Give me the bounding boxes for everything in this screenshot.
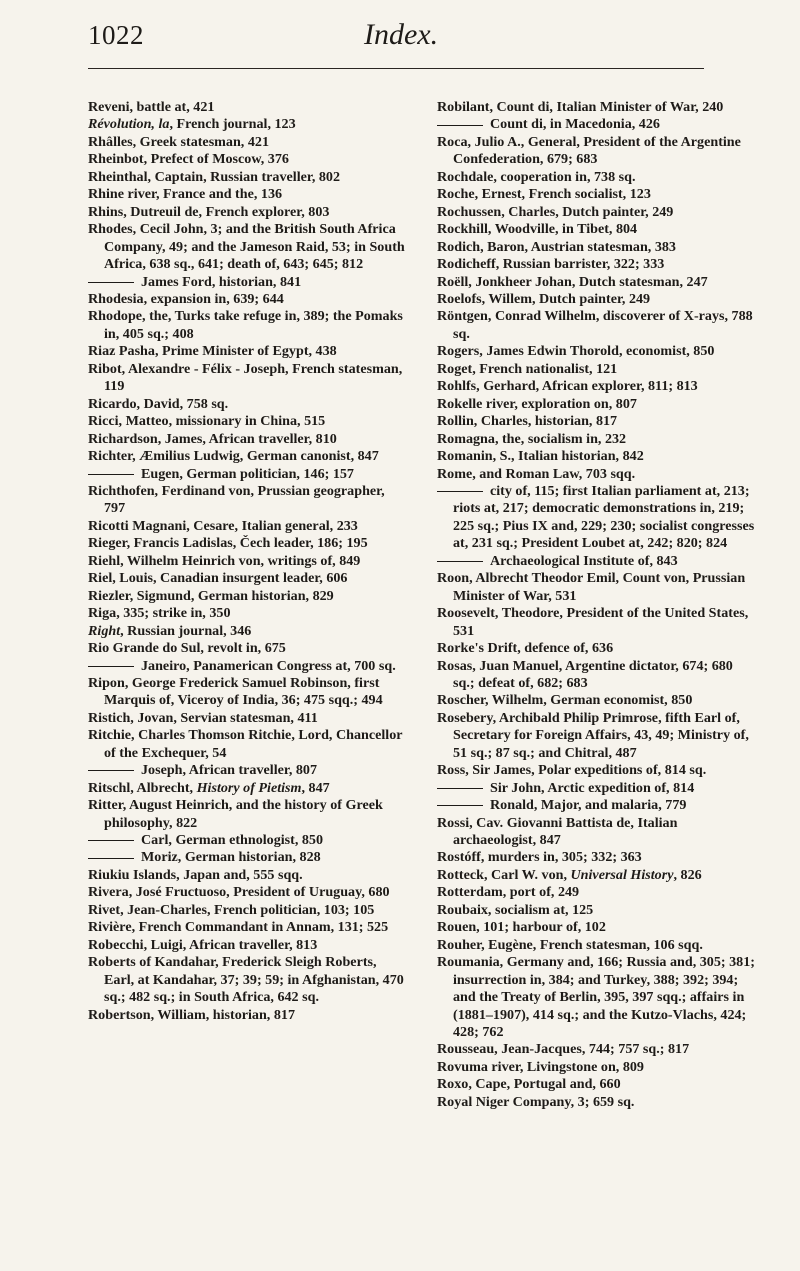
index-entry [437,396,755,413]
entry-text: Joseph, African traveller, 807 [141,762,318,779]
entry-text: Royal Niger Company, 3; 659 sq. [437,1093,635,1110]
index-entry [437,256,755,273]
index-entry [88,361,406,396]
entry-text: Roelofs, Willem, Dutch painter, 249 [437,290,651,307]
ditto-dash [88,666,134,667]
entry-text: Rhine river, France and the, 136 [88,186,283,203]
index-entry [88,535,406,552]
index-entry [88,186,406,203]
ditto-dash [437,805,483,806]
entry-text: Robilant, Count di, Italian Minister of War, 240 [437,99,724,115]
index-entry [88,518,406,535]
index-entry [88,937,406,954]
entry-text: Rockhill, Woodville, in Tibet, 804 [437,221,638,238]
index-entry [88,902,406,919]
index-entry [437,466,755,483]
index-entry [88,413,406,430]
index-entry [88,221,406,273]
entry-text: Robecchi, Luigi, African traveller, 813 [88,936,318,953]
entry-text: Ricotti Magnani, Cesare, Italian general, 233 [88,517,358,534]
entry-text: Ricci, Matteo, missionary in China, 515 [88,413,326,430]
entry-text: Rouher, Eugène, French statesman, 106 sqq. [437,936,703,953]
index-entry [88,1007,406,1024]
entry-text: Rohlfs, Gerhard, African explorer, 811; 813 [437,378,698,395]
index-subentry [88,466,406,483]
entry-text: , French journal, 123 [169,116,296,133]
index-entry [437,169,755,186]
index-entry [437,692,755,709]
index-column-left [88,99,406,1024]
entry-text: Ross, Sir James, Polar expeditions of, 814 sq. [437,762,707,779]
index-entry [437,1059,755,1076]
index-entry [88,308,406,343]
entry-text: Ripon, George Frederick Samuel Robinson, first Marquis of, Viceroy of India, 36; 475 sqq.; 494 [88,674,383,709]
index-entry [88,605,406,622]
entry-text: Rokelle river, exploration on, 807 [437,395,637,412]
index-entry [437,954,755,1041]
header-rule [88,68,704,69]
index-entry [88,780,406,797]
entry-text: Rodicheff, Russian barrister, 322; 333 [437,256,665,273]
index-entry [437,605,755,640]
entry-text: Moriz, German historian, 828 [141,849,321,866]
ditto-dash [437,788,483,789]
entry-text: Rochdale, cooperation in, 738 sq. [437,168,636,185]
index-entry [88,151,406,168]
index-entry [437,291,755,308]
entry-text: Roubaix, socialism at, 125 [437,901,594,918]
index-subentry [437,553,755,570]
index-entry [88,867,406,884]
index-entry [88,570,406,587]
page-header [0,0,800,78]
entry-text: Sir John, Arctic expedition of, 814 [490,779,695,796]
entry-text: Ricardo, David, 758 sq. [88,395,229,412]
index-entry [437,274,755,291]
index-entry [88,884,406,901]
entry-text: Rhins, Dutreuil de, French explorer, 803 [88,203,330,220]
index-column-right [437,99,755,1111]
entry-text: Rhodope, the, Turks take refuge in, 389; the Pomaks in, 405 sq.; 408 [88,308,403,342]
entry-text: Robertson, William, historian, 817 [88,1006,295,1023]
index-entry [88,553,406,570]
entry-text: Rheinthal, Captain, Russian traveller, 802 [88,168,341,185]
ditto-dash [437,561,483,562]
entry-text: Riukiu Islands, Japan and, 555 sqq. [88,866,303,883]
entry-text: Rome, and Roman Law, 703 sqq. [437,465,636,482]
running-title: Index. [364,18,439,51]
entry-text: , Russian journal, 346 [120,622,252,639]
entry-text: Rhodesia, expansion in, 639; 644 [88,290,284,307]
index-entry [88,431,406,448]
entry-text: Rogers, James Edwin Thorold, economist, 850 [437,343,715,360]
index-entry [437,343,755,360]
entry-text: Richardson, James, African traveller, 810 [88,430,337,447]
index-entry [437,867,755,884]
entry-text: Rotteck, Carl W. von, [437,866,571,883]
entry-text: Roosevelt, Theodore, President of the United States, 531 [437,605,749,639]
entry-text: Rivera, José Fructuoso, President of Uruguay, 680 [88,884,390,901]
index-entry [437,204,755,221]
index-entry [437,658,755,693]
index-entry [437,431,755,448]
entry-text: Eugen, German politician, 146; 157 [141,465,354,482]
entry-text: Roscher, Wilhelm, German economist, 850 [437,692,693,709]
index-entry [88,727,406,762]
entry-text: James Ford, historian, 841 [141,273,302,290]
entry-italic-title: Right [88,622,121,639]
index-entry [88,99,406,116]
entry-text: city of, 115; first Italian parliament at, 213; riots at, 217; democratic demonstrations in, 219; 225 sq.; Pius IX and, 229; 230; socialist congresses at, 231 sq.; President Loubet at, 242; 820; 824 [453,482,755,552]
entry-text: Röntgen, Conrad Wilhelm, discoverer of X-rays, 788 sq. [437,308,753,342]
entry-text: Ribot, Alexandre - Félix - Joseph, French statesman, 119 [88,360,403,395]
index-entry [88,623,406,640]
entry-text: Ronald, Major, and malaria, 779 [490,797,687,814]
entry-text: Rieger, Francis Ladislas, Čech leader, 186; 195 [88,535,368,552]
entry-text: Rorke's Drift, defence of, 636 [437,640,614,657]
ditto-dash [88,858,134,859]
entry-text: Rivière, French Commandant in Annam, 131; 525 [88,919,389,936]
index-entry [88,448,406,465]
entry-text: Ritchie, Charles Thomson Ritchie, Lord, Chancellor of the Exchequer, 54 [88,727,403,761]
index-entry [437,378,755,395]
index-entry [88,675,406,710]
index-entry [437,1094,755,1111]
entry-text: Roxo, Cape, Portugal and, 660 [437,1076,621,1093]
entry-text: Roche, Ernest, French socialist, 123 [437,186,651,203]
index-entry [437,186,755,203]
index-entry [437,815,755,850]
index-subentry [437,780,755,797]
index-entry [88,291,406,308]
entry-text: Roget, French nationalist, 121 [437,360,618,377]
entry-text: Richthofen, Ferdinand von, Prussian geographer, 797 [88,482,385,517]
index-entry [437,640,755,657]
index-entry [88,919,406,936]
entry-text: Janeiro, Panamerican Congress at, 700 sq. [141,657,396,674]
index-subentry [88,832,406,849]
entry-text: Ritter, August Heinrich, and the history of Greek philosophy, 822 [88,797,383,831]
entry-text: Riehl, Wilhelm Heinrich von, writings of, 849 [88,552,361,569]
entry-text: Rhâlles, Greek statesman, 421 [88,133,269,150]
entry-text: Reveni, battle at, 421 [88,99,215,115]
index-subentry [437,483,755,553]
index-entry [437,919,755,936]
index-entry [437,221,755,238]
entry-italic-work: Universal History [570,866,674,883]
entry-text: Roberts of Kandahar, Frederick Sleigh Roberts, Earl, at Kandahar, 37; 39; 59; in Afghanistan, 470 sq.; 482 sq.; in South Africa, 642 sq. [88,954,404,1006]
index-subentry [88,274,406,291]
index-entry [88,204,406,221]
index-subentry [88,849,406,866]
entry-text: Rouen, 101; harbour of, 102 [437,919,606,936]
entry-text: Riezler, Sigmund, German historian, 829 [88,587,334,604]
index-entry [88,640,406,657]
entry-text: Rosebery, Archibald Philip Primrose, fifth Earl of, Secretary for Foreign Affairs, 43, 49; Ministry of, 51 sq.; 87 sq.; and Chitral, 487 [437,709,749,761]
index-entry [88,134,406,151]
entry-text: Rivet, Jean-Charles, French politician, 103; 105 [88,901,375,918]
page-number: 1022 [88,20,144,50]
entry-text: Archaeological Institute of, 843 [490,552,678,569]
entry-text: Rollin, Charles, historian, 817 [437,413,618,430]
entry-text: Rheinbot, Prefect of Moscow, 376 [88,151,289,168]
index-entry [88,116,406,133]
entry-text: Rostóff, murders in, 305; 332; 363 [437,849,642,866]
index-subentry [437,797,755,814]
entry-text: Romanin, S., Italian historian, 842 [437,448,644,465]
index-entry [437,308,755,343]
index-entry [88,797,406,832]
entry-text: Count di, in Macedonia, 426 [490,116,660,133]
index-entry [437,762,755,779]
index-subentry [88,762,406,779]
index-entry [437,134,755,169]
entry-text: Rousseau, Jean-Jacques, 744; 757 sq.; 817 [437,1041,690,1058]
index-subentry [437,116,755,133]
index-subentry [88,658,406,675]
entry-italic-work: History of Pietism [196,779,302,796]
entry-text: Romagna, the, socialism in, 232 [437,430,627,447]
index-entry [88,710,406,727]
entry-text: Carl, German ethnologist, 850 [141,832,324,849]
ditto-dash [88,282,134,283]
index-entry [437,99,755,116]
index-entry [437,849,755,866]
entry-text: Rovuma river, Livingstone on, 809 [437,1058,644,1075]
ditto-dash [88,474,134,475]
index-entry [437,937,755,954]
index-entry [437,361,755,378]
entry-text: Riga, 335; strike in, 350 [88,605,231,622]
entry-text: Rotterdam, port of, 249 [437,884,580,901]
ditto-dash [437,125,483,126]
entry-text: Rio Grande do Sul, revolt in, 675 [88,640,286,657]
index-entry [88,954,406,1006]
entry-text: Richter, Æmilius Ludwig, German canonist, 847 [88,448,379,465]
entry-text: Rodich, Baron, Austrian statesman, 383 [437,238,676,255]
entry-text-tail: , 847 [301,779,330,796]
entry-text: Rochussen, Charles, Dutch painter, 249 [437,203,674,220]
entry-text: Ritschl, Albrecht, [88,779,197,796]
entry-text-tail: , 826 [673,866,702,883]
index-entry [88,343,406,360]
index-entry [437,1076,755,1093]
entry-text: Riaz Pasha, Prime Minister of Egypt, 438 [88,343,337,360]
entry-text: Roumania, Germany and, 166; Russia and, 305; 381; insurrection in, 384; and Turkey, 388; 392; 394; and the Treaty of Berlin, 395, 397 sqq.; affairs in (1881–1907), 414 sq.; and the Kutzo-Vlachs, 424; 428; 762 [437,954,755,1041]
index-entry [437,448,755,465]
entry-text: Rosas, Juan Manuel, Argentine dictator, 674; 680 sq.; defeat of, 682; 683 [437,657,733,691]
index-entry [437,710,755,762]
index-entry [88,396,406,413]
ditto-dash [88,770,134,771]
entry-text: Rossi, Cav. Giovanni Battista de, Italian archaeologist, 847 [437,814,678,849]
index-entry [437,413,755,430]
index-entry [437,902,755,919]
index-entry [437,884,755,901]
entry-text: Roëll, Jonkheer Johan, Dutch statesman, 247 [437,273,708,290]
index-entry [88,588,406,605]
index-entry [88,483,406,518]
entry-text: Roca, Julio A., General, President of the Argentine Confederation, 679; 683 [437,133,741,168]
index-entry [437,570,755,605]
ditto-dash [88,840,134,841]
entry-text: Riel, Louis, Canadian insurgent leader, 606 [88,570,348,587]
index-entry [88,169,406,186]
entry-text: Ristich, Jovan, Servian statesman, 411 [88,709,318,726]
index-entry [437,1041,755,1058]
ditto-dash [437,491,483,492]
index-entry [437,239,755,256]
entry-text: Rhodes, Cecil John, 3; and the British South Africa Company, 49; and the Jameson Raid, 53; in South Africa, 638 sq., 641; death of, 643; 645; 812 [88,221,405,273]
entry-italic-title: Révolution, la [88,116,170,133]
entry-text: Roon, Albrecht Theodor Emil, Count von, Prussian Minister of War, 531 [437,570,746,604]
